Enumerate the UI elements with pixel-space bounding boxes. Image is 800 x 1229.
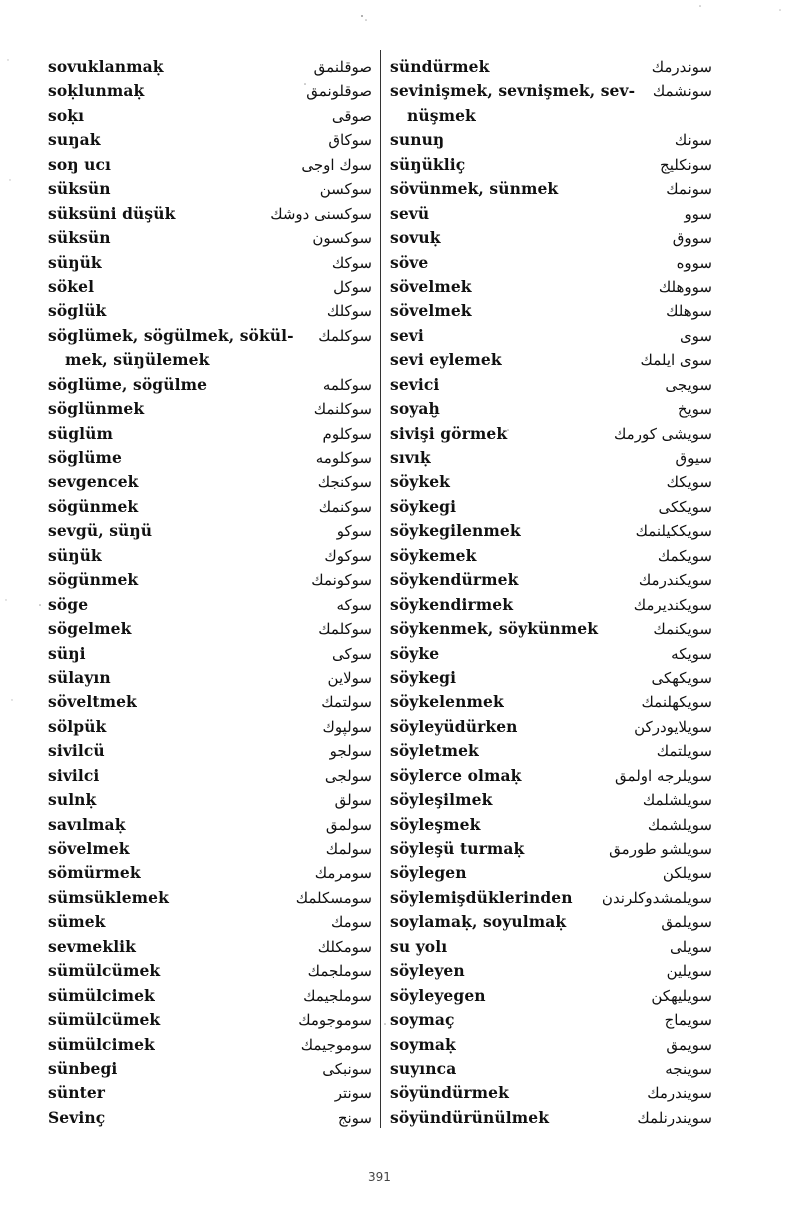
- entry-ottoman: سویکنمك: [653, 620, 712, 639]
- entry-ottoman: سوکونمك: [311, 571, 372, 590]
- dictionary-entry: [390, 495, 712, 519]
- entry-ottoman: سوکلمه: [322, 375, 372, 394]
- dictionary-entry: [390, 593, 712, 617]
- entry-latin: sögelmek: [48, 619, 132, 639]
- dictionary-entry: [48, 788, 372, 812]
- entry-ottoman: سویلشو طورمق: [609, 840, 712, 858]
- dictionary-entry: [390, 959, 712, 983]
- entry-latin: sevici: [390, 374, 440, 394]
- dictionary-entry: [390, 446, 712, 470]
- entry-latin: sövelmek: [390, 301, 472, 321]
- entry-latin: sevü: [390, 203, 430, 223]
- entry-ottoman: سویندرمك: [647, 1084, 712, 1103]
- dictionary-entry: [390, 177, 712, 201]
- entry-latin: söge: [48, 594, 89, 614]
- entry-ottoman: سوموجیمك: [300, 1035, 372, 1054]
- entry-ottoman: صوقلونمق: [306, 82, 372, 101]
- dictionary-entry: [48, 593, 372, 617]
- entry-ottoman: سوکلمك: [318, 620, 372, 639]
- left-column: [48, 55, 372, 1130]
- entry-latin: söglüme, sögülme: [48, 374, 208, 394]
- entry-ottoman: سوی: [679, 326, 712, 345]
- entry-latin: söyleşü turmaḳ: [390, 839, 525, 858]
- dictionary-entry: [48, 446, 372, 470]
- dictionary-entry: [48, 739, 372, 763]
- entry-latin: sunuŋ: [390, 130, 445, 150]
- dictionary-entry: [48, 324, 372, 348]
- entry-ottoman: سویلمشدوکلرندن: [601, 888, 712, 907]
- entry-latin: söykelenmek: [390, 692, 504, 712]
- dictionary-entry: [48, 470, 372, 494]
- dictionary-entry: [48, 666, 372, 690]
- dictionary-entry: [390, 1081, 712, 1105]
- entry-ottoman: سوی ایلمك: [640, 351, 712, 370]
- entry-latin: süksün: [48, 228, 111, 248]
- entry-ottoman: سویماج: [664, 1011, 712, 1030]
- entry-ottoman: سویکهلنمك: [641, 693, 712, 712]
- entry-latin: sünbegi: [48, 1058, 118, 1078]
- entry-ottoman: سولتمك: [321, 693, 372, 712]
- entry-ottoman: سوکنجك: [317, 473, 372, 492]
- entry-latin: söykegi: [390, 667, 457, 687]
- dictionary-entry: [48, 886, 372, 910]
- dictionary-entry: [48, 1057, 372, 1081]
- right-column: [390, 55, 712, 1130]
- entry-ottoman: سوکی: [332, 644, 372, 663]
- entry-latin: sevgü, süŋü: [48, 521, 153, 541]
- dictionary-entry: [48, 373, 372, 397]
- entry-latin: söykek: [390, 472, 451, 492]
- entry-latin: söyündürünülmek: [390, 1107, 550, 1127]
- entry-ottoman: سوکوك: [324, 546, 372, 565]
- entry-ottoman: سوکاق: [328, 131, 372, 150]
- dictionary-entry: [48, 959, 372, 983]
- entry-latin: sivişi görmek: [390, 423, 508, 443]
- dictionary-entry: [390, 275, 712, 299]
- dictionary-entry: [390, 764, 712, 788]
- entry-ottoman: سولاین: [327, 668, 372, 687]
- entry-latin: söyleyen: [390, 961, 465, 981]
- entry-ottoman: سوکه: [336, 595, 372, 614]
- dictionary-entry: [48, 935, 372, 959]
- entry-latin: sündürmek: [390, 57, 490, 76]
- entry-ottoman: سویککیلنمك: [635, 522, 712, 541]
- dictionary-entry: [48, 202, 372, 226]
- entry-latin: sovuḳ: [390, 228, 441, 248]
- entry-latin: söyke: [390, 643, 440, 663]
- entry-ottoman: سوکلوم: [322, 424, 372, 443]
- entry-latin: sögünmek: [48, 570, 139, 590]
- entry-latin: süksün: [48, 179, 111, 199]
- dictionary-entry: [48, 861, 372, 885]
- dictionary-entry: [48, 642, 372, 666]
- dictionary-entry: [390, 104, 712, 128]
- dictionary-entry: [390, 984, 712, 1008]
- entry-latin: süŋük: [48, 545, 102, 565]
- entry-ottoman: سویلشلمك: [642, 791, 712, 810]
- dictionary-entry: [48, 984, 372, 1008]
- entry-ottoman: سوکل: [333, 277, 372, 296]
- entry-latin: su yolı: [390, 936, 448, 956]
- dictionary-entry: [48, 104, 372, 128]
- dictionary-entry: [390, 226, 712, 250]
- entry-latin: söyletmek: [390, 741, 479, 761]
- entry-ottoman: سولق: [334, 791, 372, 810]
- entry-ottoman: سوندرمك: [651, 58, 712, 76]
- dictionary-entry: [48, 128, 372, 152]
- entry-latin: söglünmek: [48, 399, 145, 419]
- entry-latin: sivilcü: [48, 741, 105, 761]
- entry-latin: soylamaḳ, soyulmaḳ: [390, 912, 567, 932]
- entry-ottoman: سوکو: [336, 522, 372, 541]
- entry-latin: savılmaḳ: [48, 814, 126, 834]
- entry-latin: söykegi: [390, 496, 457, 516]
- dictionary-entry: [390, 690, 712, 714]
- entry-ottoman: سویلمق: [661, 913, 712, 932]
- dictionary-entry: [390, 837, 712, 861]
- dictionary-entry: [48, 715, 372, 739]
- entry-ottoman: سوکلك: [326, 302, 372, 321]
- dictionary-entry: [390, 813, 712, 837]
- entry-latin: sümek: [48, 912, 106, 932]
- entry-latin: suyınca: [390, 1058, 457, 1078]
- dictionary-entry: [48, 422, 372, 446]
- entry-ottoman: سویکك: [666, 473, 712, 492]
- dictionary-entry: [390, 422, 712, 446]
- dictionary-entry: [48, 55, 372, 79]
- dictionary-entry: [390, 299, 712, 323]
- dictionary-entry: [48, 568, 372, 592]
- entry-latin: söylerce olmaḳ: [390, 765, 522, 785]
- entry-latin: söykendürmek: [390, 570, 519, 590]
- dictionary-entry: [390, 568, 712, 592]
- entry-latin: sövünmek, sünmek: [390, 179, 559, 199]
- dictionary-entry: [390, 1033, 712, 1057]
- entry-latin: sivilci: [48, 765, 100, 785]
- entry-latin: soyaḫ: [390, 399, 440, 419]
- entry-latin: soymaḳ: [390, 1034, 456, 1054]
- column-divider: [380, 50, 381, 1128]
- entry-latin: suŋak: [48, 130, 101, 150]
- dictionary-entry: [48, 495, 372, 519]
- dictionary-entry: [390, 251, 712, 275]
- entry-ottoman: سویککی: [658, 497, 712, 516]
- entry-latin: soḳlunmaḳ: [48, 81, 145, 101]
- entry-ottoman: سونبکی: [322, 1059, 372, 1078]
- entry-ottoman: سویلایودرکن: [634, 717, 712, 736]
- entry-ottoman: سویلیهکن: [651, 986, 712, 1005]
- dictionary-entry: [48, 275, 372, 299]
- entry-latin: söykendirmek: [390, 594, 514, 614]
- entry-ottoman: سولجی: [324, 766, 372, 785]
- entry-ottoman: صوقلنمق: [313, 58, 372, 76]
- entry-ottoman: سویلین: [666, 962, 712, 981]
- entry-ottoman: سونکلیج: [660, 155, 712, 174]
- dictionary-entry: [48, 910, 372, 934]
- entry-ottoman: سویکه: [671, 644, 712, 663]
- dictionary-entry: [390, 715, 712, 739]
- entry-ottoman: سویکندیرمك: [633, 595, 712, 614]
- dictionary-entry: [390, 128, 712, 152]
- dictionary-entry: [390, 617, 712, 641]
- dictionary-entry: [390, 470, 712, 494]
- entry-latin: söykemek: [390, 545, 477, 565]
- dictionary-entry: [390, 153, 712, 177]
- dictionary-entry: [48, 79, 372, 103]
- entry-latin: söykegilenmek: [390, 521, 521, 541]
- dictionary-entry: [48, 519, 372, 543]
- entry-latin: sevi: [390, 325, 424, 345]
- entry-latin: sıvıḳ: [390, 448, 431, 467]
- entry-latin: sögünmek: [48, 496, 139, 516]
- entry-latin: sümülcümek: [48, 961, 161, 981]
- entry-latin: sevmeklik: [48, 936, 137, 956]
- dictionary-entry: [48, 544, 372, 568]
- entry-ottoman: سویکمك: [657, 546, 712, 565]
- entry-latin: söglümek, sögülmek, sökül-: [48, 325, 294, 345]
- entry-latin: söyleyüdürken: [390, 716, 518, 736]
- entry-ottoman: سومسکلمك: [295, 888, 372, 907]
- entry-latin: sevinişmek, sevnişmek, sev-: [390, 81, 636, 101]
- entry-ottoman: سیوق: [675, 449, 712, 467]
- dictionary-entry: [390, 788, 712, 812]
- entry-ottoman: سویمق: [666, 1035, 712, 1054]
- dictionary-entry: [390, 1057, 712, 1081]
- entry-latin: Sevinç: [48, 1107, 106, 1127]
- entry-latin: sevgencek: [48, 472, 139, 492]
- entry-latin: süŋi: [48, 643, 86, 663]
- entry-latin: süglüm: [48, 423, 113, 443]
- entry-latin: söyleyegen: [390, 985, 486, 1005]
- dictionary-entry: [390, 1106, 712, 1130]
- entry-latin: süksüni düşük: [48, 203, 176, 223]
- entry-ottoman: سویلکن: [662, 864, 712, 883]
- dictionary-entry: [48, 251, 372, 275]
- entry-latin: süŋükliç: [390, 154, 466, 174]
- entry-latin: söylegen: [390, 863, 467, 883]
- entry-latin: soḳı: [48, 105, 85, 125]
- entry-ottoman: سویشی کورمك: [614, 424, 712, 443]
- entry-ottoman: سویلشمك: [647, 815, 712, 834]
- dictionary-entry: [48, 1106, 372, 1130]
- dictionary-entry: [390, 861, 712, 885]
- entry-ottoman: سومك: [331, 913, 372, 932]
- entry-ottoman: سوکنمك: [318, 497, 372, 516]
- entry-ottoman: سوك اوجی: [301, 155, 372, 174]
- entry-ottoman: سوکسون: [312, 229, 372, 248]
- dictionary-entry: [390, 739, 712, 763]
- entry-ottoman: سویکهکی: [651, 668, 712, 687]
- entry-ottoman: سویلی: [670, 937, 712, 956]
- entry-ottoman: سولمك: [325, 840, 372, 858]
- entry-latin: söveltmek: [48, 692, 137, 712]
- entry-latin: sümsüklemek: [48, 887, 169, 907]
- dictionary-entry: [48, 764, 372, 788]
- dictionary-entry: [390, 666, 712, 690]
- entry-latin: sevi eylemek: [390, 350, 502, 370]
- entry-ottoman: سووهلك: [658, 277, 712, 296]
- entry-latin: mek, süŋülemek: [65, 350, 210, 370]
- dictionary-entry: [390, 55, 712, 79]
- entry-latin: söyündürmek: [390, 1083, 509, 1103]
- dictionary-entry: [48, 348, 372, 372]
- entry-ottoman: سوکك: [331, 253, 372, 272]
- entry-ottoman: سووه: [676, 253, 712, 272]
- entry-latin: sölpük: [48, 716, 107, 736]
- entry-ottoman: سونمك: [666, 180, 712, 199]
- dictionary-entry: [48, 1081, 372, 1105]
- entry-latin: sulnḳ: [48, 790, 97, 810]
- dictionary-entry: [48, 690, 372, 714]
- entry-ottoman: سولجو: [329, 742, 372, 761]
- entry-ottoman: سویلرجه اولمق: [615, 766, 712, 785]
- entry-ottoman: سووق: [672, 229, 712, 248]
- entry-ottoman: سومرمك: [314, 864, 372, 883]
- dictionary-entry: [48, 226, 372, 250]
- entry-ottoman: سوینجه: [665, 1059, 712, 1078]
- dictionary-entry: [48, 177, 372, 201]
- entry-latin: sömürmek: [48, 863, 141, 883]
- dictionary-entry: [390, 324, 712, 348]
- dictionary-entry: [390, 642, 712, 666]
- entry-latin: söykenmek, söykünmek: [390, 619, 599, 639]
- dictionary-entry: [48, 1033, 372, 1057]
- entry-ottoman: سوملجمك: [307, 962, 372, 981]
- entry-ottoman: سوملجیمك: [303, 986, 372, 1005]
- entry-latin: söyleşilmek: [390, 790, 493, 810]
- entry-ottoman: سونتر: [334, 1084, 372, 1103]
- dictionary-entry: [390, 886, 712, 910]
- dictionary-entry: [48, 617, 372, 641]
- entry-latin: sümülcimek: [48, 1034, 155, 1054]
- dictionary-entry: [390, 910, 712, 934]
- entry-ottoman: سوو: [684, 204, 712, 223]
- entry-ottoman: سویلتمك: [656, 742, 712, 761]
- entry-latin: sövelmek: [48, 839, 130, 858]
- dictionary-entry: [48, 397, 372, 421]
- entry-latin: sövelmek: [390, 276, 472, 296]
- dictionary-entry: [390, 1008, 712, 1032]
- entry-latin: sümülcimek: [48, 985, 155, 1005]
- dictionary-entry: [390, 348, 712, 372]
- dictionary-entry: [48, 813, 372, 837]
- entry-latin: söve: [390, 252, 429, 272]
- entry-ottoman: سولپوك: [322, 717, 372, 736]
- entry-ottoman: صوقی: [331, 106, 372, 125]
- entry-ottoman: سویندرنلمك: [637, 1108, 712, 1127]
- entry-ottoman: سویکندرمك: [638, 571, 712, 590]
- dictionary-entry: [48, 837, 372, 861]
- page-number: 391: [368, 1170, 391, 1184]
- entry-ottoman: سوکلومه: [315, 449, 372, 467]
- entry-latin: sümülcümek: [48, 1010, 161, 1030]
- entry-latin: süŋük: [48, 252, 102, 272]
- dictionary-entry: [390, 935, 712, 959]
- dictionary-entry: [390, 373, 712, 397]
- entry-latin: sülayın: [48, 667, 111, 687]
- entry-latin: sökel: [48, 276, 95, 296]
- entry-ottoman: سونك: [674, 131, 712, 150]
- entry-ottoman: سوکسن: [319, 180, 372, 199]
- entry-ottoman: سویخ: [677, 400, 712, 419]
- entry-latin: söglüme: [48, 448, 123, 467]
- entry-ottoman: سوکلمك: [318, 326, 372, 345]
- dictionary-entry: [390, 519, 712, 543]
- dictionary-entry: [390, 544, 712, 568]
- dictionary-entry: [390, 397, 712, 421]
- entry-ottoman: سوهلك: [666, 302, 712, 321]
- entry-ottoman: سونشمك: [652, 82, 712, 101]
- dictionary-entry: [48, 1008, 372, 1032]
- entry-latin: sünter: [48, 1083, 106, 1103]
- entry-ottoman: سوکلنمك: [313, 400, 372, 419]
- dictionary-entry: [390, 202, 712, 226]
- entry-latin: nüşmek: [407, 105, 476, 125]
- entry-ottoman: سوموجومك: [298, 1011, 372, 1030]
- dictionary-entry: [48, 299, 372, 323]
- dictionary-entry: [48, 153, 372, 177]
- entry-ottoman: سویجی: [665, 375, 712, 394]
- entry-ottoman: سومکلك: [317, 937, 372, 956]
- entry-latin: sovuklanmaḳ: [48, 57, 164, 76]
- entry-latin: söylemişdüklerinden: [390, 887, 573, 907]
- entry-latin: soŋ ucı: [48, 154, 112, 174]
- entry-latin: söyleşmek: [390, 814, 481, 834]
- entry-ottoman: سونج: [337, 1108, 372, 1127]
- entry-ottoman: سوکسنی دوشك: [270, 204, 372, 223]
- entry-latin: söglük: [48, 301, 107, 321]
- entry-latin: soymaç: [390, 1010, 455, 1030]
- dictionary-entry: [390, 79, 712, 103]
- entry-ottoman: سولمق: [325, 815, 372, 834]
